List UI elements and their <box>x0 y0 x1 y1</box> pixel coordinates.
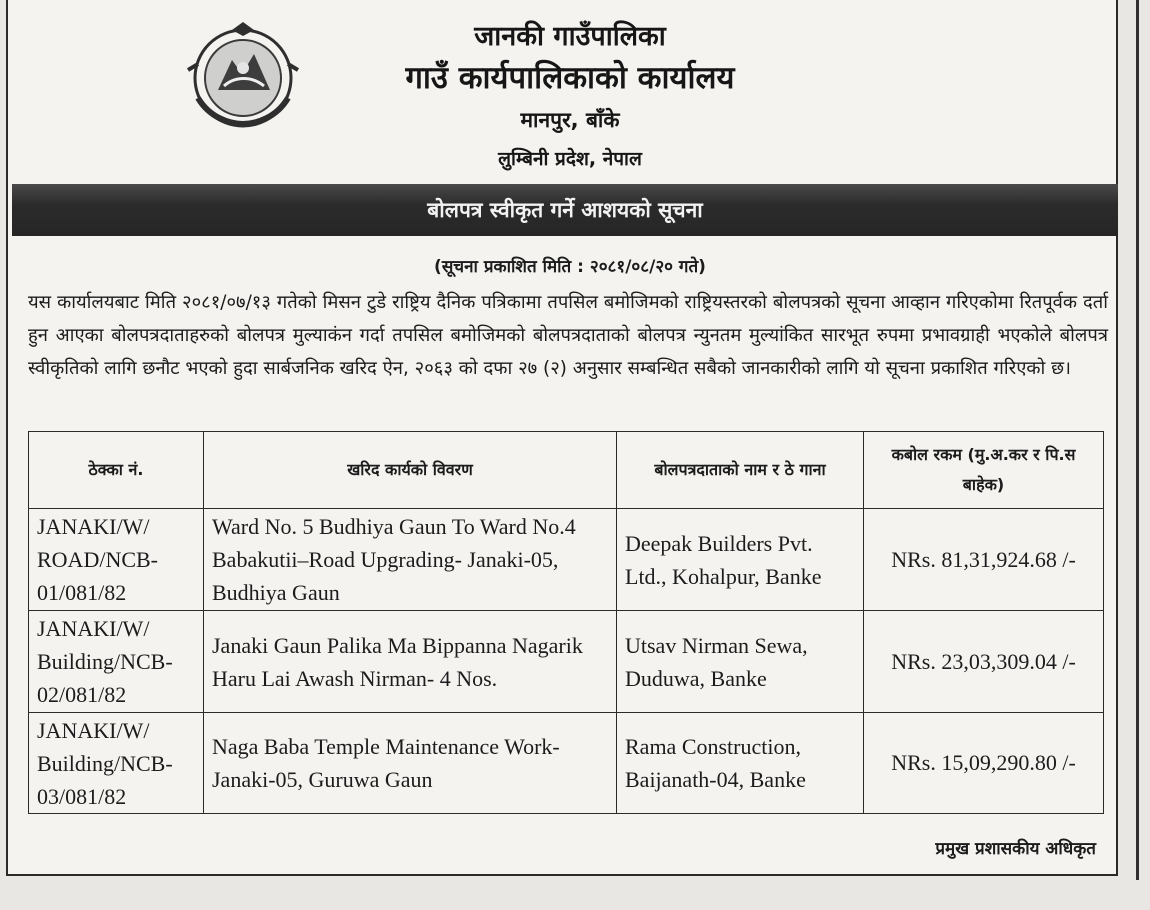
publication-date: (सूचना प्रकाशित मिति : २०८१/०८/२० गते) <box>434 257 706 277</box>
amount-cell: NRs. 23,03,309.04 /- <box>864 611 1104 713</box>
bidder-cell: Deepak Builders Pvt. Ltd., Kohalpur, Banke <box>617 509 864 611</box>
table-row <box>29 509 1104 611</box>
contract-no-cell: JANAKI/W/ ROAD/NCB-01/081/82 <box>29 509 204 611</box>
bidder-cell: Utsav Nirman Sewa, Duduwa, Banke <box>617 611 864 713</box>
description-cell: Naga Baba Temple Maintenance Work- Janaki-05, Guruwa Gaun <box>204 713 617 814</box>
signatory-title: प्रमुख प्रशासकीय अधिकृत <box>935 839 1096 859</box>
contract-no-cell: JANAKI/W/ Building/NCB-03/081/82 <box>29 713 204 814</box>
amount-cell: NRs. 81,31,924.68 /- <box>864 509 1104 611</box>
column-header-contract-no: ठेक्का नं. <box>29 432 204 509</box>
office-name: गाउँ कार्यपालिकाको कार्यालय <box>405 60 735 96</box>
column-header-bidder: बोलपत्रदाताको नाम र ठे गाना <box>617 432 864 509</box>
column-header-amount: कबोल रकम (मु.अ.कर र पि.स बाहेक) <box>864 432 1104 509</box>
contract-no-cell: JANAKI/W/ Building/NCB-02/081/82 <box>29 611 204 713</box>
table-row <box>29 713 1104 814</box>
table-header-row <box>29 432 1104 509</box>
description-cell: Ward No. 5 Budhiya Gaun To Ward No.4 Babakutii–Road Upgrading- Janaki-05, Budhiya Gaun <box>204 509 617 611</box>
bidder-cell: Rama Construction, Baijanath-04, Banke <box>617 713 864 814</box>
nepal-government-emblem-icon <box>180 20 306 132</box>
amount-cell: NRs. 15,09,290.80 /- <box>864 713 1104 814</box>
notice-title: बोलपत्र स्वीकृत गर्ने आशयको सूचना <box>427 198 703 222</box>
description-cell: Janaki Gaun Palika Ma Bippanna Nagarik Haru Lai Awash Nirman- 4 Nos. <box>204 611 617 713</box>
province-name: लुम्बिनी प्रदेश, नेपाल <box>498 148 642 170</box>
bid-award-table <box>28 431 1104 814</box>
table-row <box>29 611 1104 713</box>
column-header-description: खरिद कार्यको विवरण <box>204 432 617 509</box>
office-location: मानपुर, बाँके <box>520 108 620 132</box>
page-edge-line <box>1136 0 1139 880</box>
notice-title-banner <box>12 184 1118 236</box>
municipality-name: जानकी गाउँपालिका <box>474 21 666 52</box>
notice-body: यस कार्यालयबाट मिति २०८१/०७/१३ गतेको मिसन टुडे राष्ट्रिय दैनिक पत्रिकामा तपसिल बमोजिमको राष्ट्रियस्तरको बोलपत्रको सूचना आव्हान गरिएकोमा रितपूर्वक दर्ता हुन आएका बोलपत्रदाताहरुको बोलपत्र मुल्याकंन गर्दा तपसिल बमोजिमको बोलपत्रदाताको बोलपत्र न्युनतम मुल्यांकित सारभूत रुपमा प्रभावग्राही भएकोले बोलपत्र स्वीकृतिको लागि छनौट भएको हुदा सार्बजनिक खरिद ऐन, २०६३ को दफा २७ (२) अनुसार सम्बन्धित सबैको जानकारीको लागि यो सूचना प्रकाशित गरिएको छ। <box>28 292 1108 379</box>
